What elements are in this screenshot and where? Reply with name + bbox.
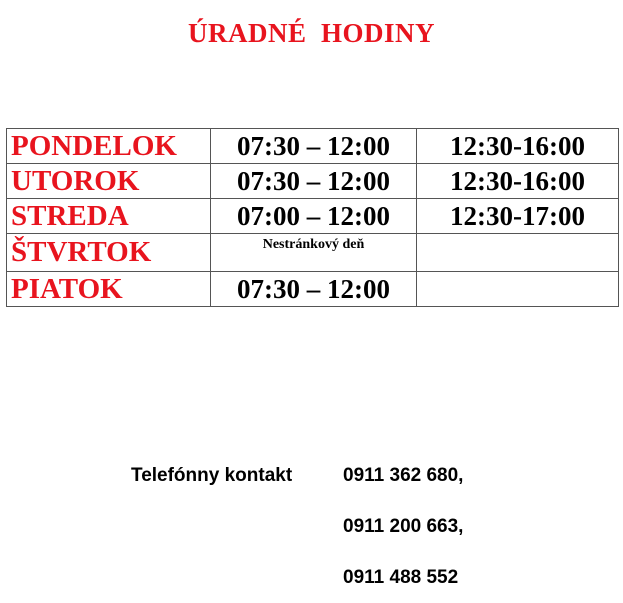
- day-label: PONDELOK: [7, 129, 211, 164]
- table-row: [7, 199, 619, 234]
- morning-hours: Nestránkový deň: [211, 234, 417, 272]
- table-row: [7, 272, 619, 307]
- table-row: [7, 234, 619, 272]
- morning-hours: 07:30 – 12:00: [211, 129, 417, 164]
- day-label: UTOROK: [7, 164, 211, 199]
- morning-hours: 07:30 – 12:00: [211, 164, 417, 199]
- phone-number: 0911 488 552: [343, 567, 459, 588]
- day-label: STREDA: [7, 199, 211, 234]
- office-hours-table: [6, 128, 619, 307]
- afternoon-hours: 12:30-16:00: [417, 164, 619, 199]
- table-row: [7, 129, 619, 164]
- phone-contact-label: Telefónny kontakt: [131, 465, 293, 486]
- phone-number: 0911 200 663,: [343, 516, 464, 537]
- day-label: ŠTVRTOK: [7, 234, 211, 272]
- morning-hours: 07:00 – 12:00: [211, 199, 417, 234]
- day-label: PIATOK: [7, 272, 211, 307]
- afternoon-hours: [417, 234, 619, 272]
- phone-number: 0911 362 680,: [343, 465, 464, 486]
- afternoon-hours: 12:30-17:00: [417, 199, 619, 234]
- afternoon-hours: 12:30-16:00: [417, 129, 619, 164]
- afternoon-hours: [417, 272, 619, 307]
- table-row: [7, 164, 619, 199]
- page-title: ÚRADNÉ HODINY: [187, 18, 435, 48]
- morning-hours: 07:30 – 12:00: [211, 272, 417, 307]
